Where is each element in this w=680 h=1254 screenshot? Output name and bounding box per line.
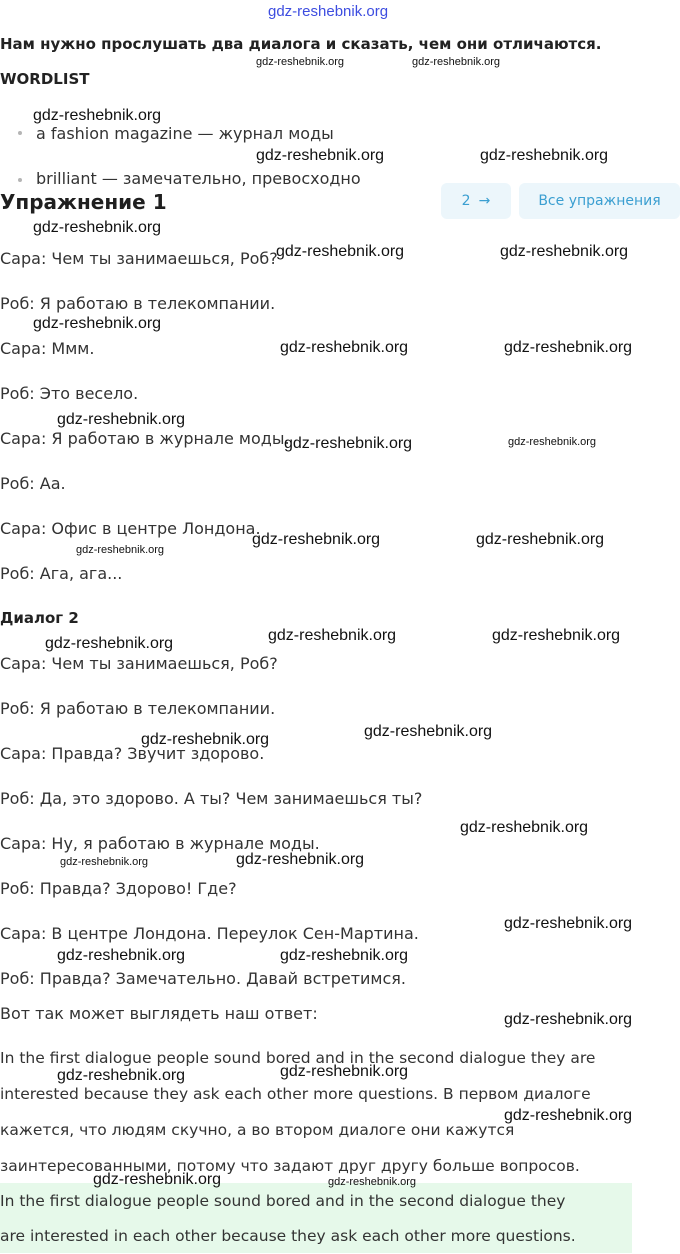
dialogue-line: Роб: Да, это здорово. А ты? Чем занимаешься ты? — [0, 789, 423, 808]
dialogue-line: Сара: Ну, я работаю в журнале моды. — [0, 834, 320, 853]
next-exercise-button[interactable] — [441, 183, 511, 219]
watermark: gdz-reshebnik.org — [328, 1176, 417, 1188]
bullet-icon — [18, 178, 22, 182]
watermark: gdz-reshebnik.org — [364, 723, 493, 740]
exercise-title: Упражнение 1 — [0, 190, 167, 214]
dialogue-line: Роб: Я работаю в телекомпании. — [0, 294, 276, 313]
watermark: gdz-reshebnik.org — [60, 856, 149, 868]
highlighted-answer — [0, 1183, 632, 1253]
watermark: gdz-reshebnik.org — [57, 411, 186, 428]
dialogue-line: Роб: Ага, ага... — [0, 564, 123, 583]
watermark: gdz-reshebnik.org — [76, 544, 165, 556]
watermark: gdz-reshebnik.org — [480, 147, 609, 164]
watermark: gdz-reshebnik.org — [500, 243, 629, 260]
watermark: gdz-reshebnik.org — [276, 243, 405, 260]
top-watermark: gdz-reshebnik.org — [268, 3, 389, 20]
intro-text: Нам нужно прослушать два диалога и сказать, чем они отличаются. — [0, 35, 602, 53]
watermark: gdz-reshebnik.org — [508, 436, 597, 448]
dialogue-line: Сара: Правда? Звучит здорово. — [0, 744, 265, 763]
watermark: gdz-reshebnik.org — [57, 1067, 186, 1084]
watermark: gdz-reshebnik.org — [256, 56, 345, 68]
dialogue-line: Роб: Правда? Здорово! Где? — [0, 879, 237, 898]
watermark: gdz-reshebnik.org — [280, 1063, 409, 1080]
watermark: gdz-reshebnik.org — [33, 315, 162, 332]
dialogue-2-title: Диалог 2 — [0, 609, 79, 627]
watermark: gdz-reshebnik.org — [492, 627, 621, 644]
watermark: gdz-reshebnik.org — [504, 339, 633, 356]
wordlist-title: WORDLIST — [0, 70, 90, 88]
watermark: gdz-reshebnik.org — [33, 219, 162, 236]
watermark: gdz-reshebnik.org — [268, 627, 397, 644]
dialogue-line: Роб: Аа. — [0, 474, 66, 493]
watermark: gdz-reshebnik.org — [280, 339, 409, 356]
answer-line: заинтересованными, потому что задают друг другу больше вопросов. — [0, 1157, 580, 1175]
watermark: gdz-reshebnik.org — [252, 531, 381, 548]
highlight-line: are interested in each other because they ask each other more questions. — [0, 1227, 576, 1245]
watermark: gdz-reshebnik.org — [412, 56, 501, 68]
watermark: gdz-reshebnik.org — [460, 819, 589, 836]
arrow-right-icon: → — [478, 193, 491, 209]
dialogue-line: Сара: Чем ты занимаешься, Роб? — [0, 654, 278, 673]
answer-line: In the first dialogue people sound bored and in the second dialogue they are — [0, 1049, 596, 1067]
watermark: gdz-reshebnik.org — [236, 851, 365, 868]
watermark: gdz-reshebnik.org — [57, 947, 186, 964]
answer-line: interested because they ask each other more questions. В первом диалоге — [0, 1085, 591, 1103]
list-item: brilliant — замечательно, превосходно — [36, 169, 361, 188]
dialogue-line: Сара: Ммм. — [0, 339, 95, 358]
answer-intro: Вот так может выглядеть наш ответ: — [0, 1004, 318, 1023]
answer-line: кажется, что людям скучно, а во втором диалоге они кажутся — [0, 1121, 515, 1139]
dialogue-line: Сара: В центре Лондона. Переулок Сен-Мартина. — [0, 924, 419, 943]
dialogue-line: Сара: Офис в центре Лондона. — [0, 519, 261, 538]
watermark: gdz-reshebnik.org — [504, 1011, 633, 1028]
watermark: gdz-reshebnik.org — [93, 1171, 222, 1188]
watermark: gdz-reshebnik.org — [476, 531, 605, 548]
watermark: gdz-reshebnik.org — [45, 635, 174, 652]
watermark: gdz-reshebnik.org — [504, 915, 633, 932]
watermark: gdz-reshebnik.org — [256, 147, 385, 164]
dialogue-line: Роб: Я работаю в телекомпании. — [0, 699, 276, 718]
dialogue-line: Роб: Правда? Замечательно. Давай встретимся. — [0, 969, 406, 988]
watermark: gdz-reshebnik.org — [280, 947, 409, 964]
watermark: gdz-reshebnik.org — [141, 731, 270, 748]
watermark: gdz-reshebnik.org — [33, 107, 162, 124]
watermark: gdz-reshebnik.org — [504, 1107, 633, 1124]
dialogue-line: Роб: Это весело. — [0, 384, 139, 403]
highlight-line: In the first dialogue people sound bored and in the second dialogue they — [0, 1192, 566, 1210]
watermark: gdz-reshebnik.org — [284, 435, 413, 452]
next-exercise-label: 2 — [461, 193, 471, 209]
bullet-icon — [18, 131, 22, 135]
list-item: a fashion magazine — журнал моды — [36, 124, 334, 143]
all-exercises-button[interactable]: Все упражнения — [519, 183, 680, 219]
dialogue-line: Сара: Я работаю в журнале моды. — [0, 429, 290, 448]
dialogue-line: Сара: Чем ты занимаешься, Роб? — [0, 249, 278, 268]
